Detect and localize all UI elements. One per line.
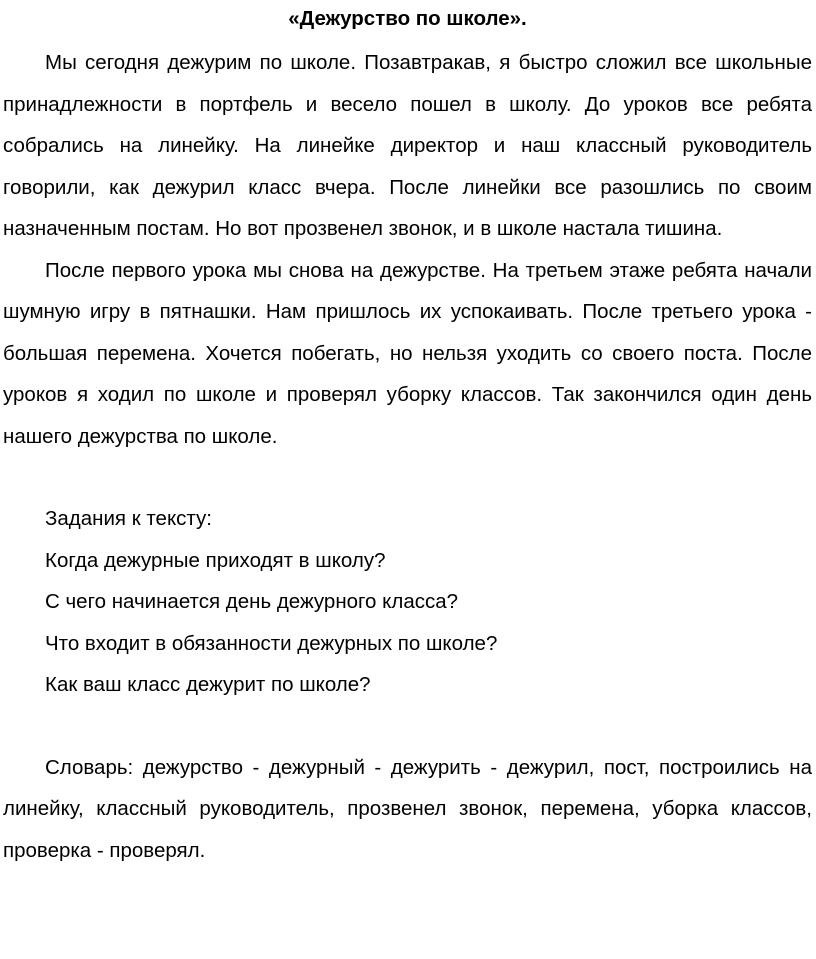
tasks-heading: Задания к тексту: (45, 507, 212, 530)
blank-line (3, 706, 812, 747)
task-item: С чего начинается день дежурного класса? (45, 590, 459, 613)
tasks-list (3, 540, 812, 706)
document-title: «Дежурство по школе». (288, 7, 527, 30)
blank-line (3, 457, 812, 498)
task-item: Что входит в обязанности дежурных по школе? (45, 631, 498, 655)
task-item: Как ваш класс дежурит по школе? (45, 673, 371, 696)
vocabulary-paragraph: Словарь: дежурство - дежурный - дежурить - дежурил, пост, построились на линейку, классный руководитель, прозвенел звонок, перемена, уборка классов, проверка - проверял. (3, 755, 812, 862)
story-paragraph-1: Мы сегодня дежурим по школе. Позавтракав, я быстро сложил все школьные принадлежности в портфель и весело пошел в школу. До уроков все ребята собрались на линейку. На линейке директор и наш классный руководитель говорили, как дежурил класс вчера. После линейки все разошлись по своим назначенным постам. Но вот прозвенел звонок, и в школе настала тишина. (3, 51, 812, 240)
story-paragraph-2: После первого урока мы снова на дежурстве. На третьем этаже ребята начали шумную игру в пятнашки. Нам пришлось их успокаивать. После третьего урока - большая перемена. Хочется побегать, но нельзя уходить со своего поста. После уроков я ходил по школе и проверял уборку классов. Так закончился один день нашего дежурства по школе. (3, 258, 812, 448)
task-item: Когда дежурные приходят в школу? (45, 548, 386, 572)
